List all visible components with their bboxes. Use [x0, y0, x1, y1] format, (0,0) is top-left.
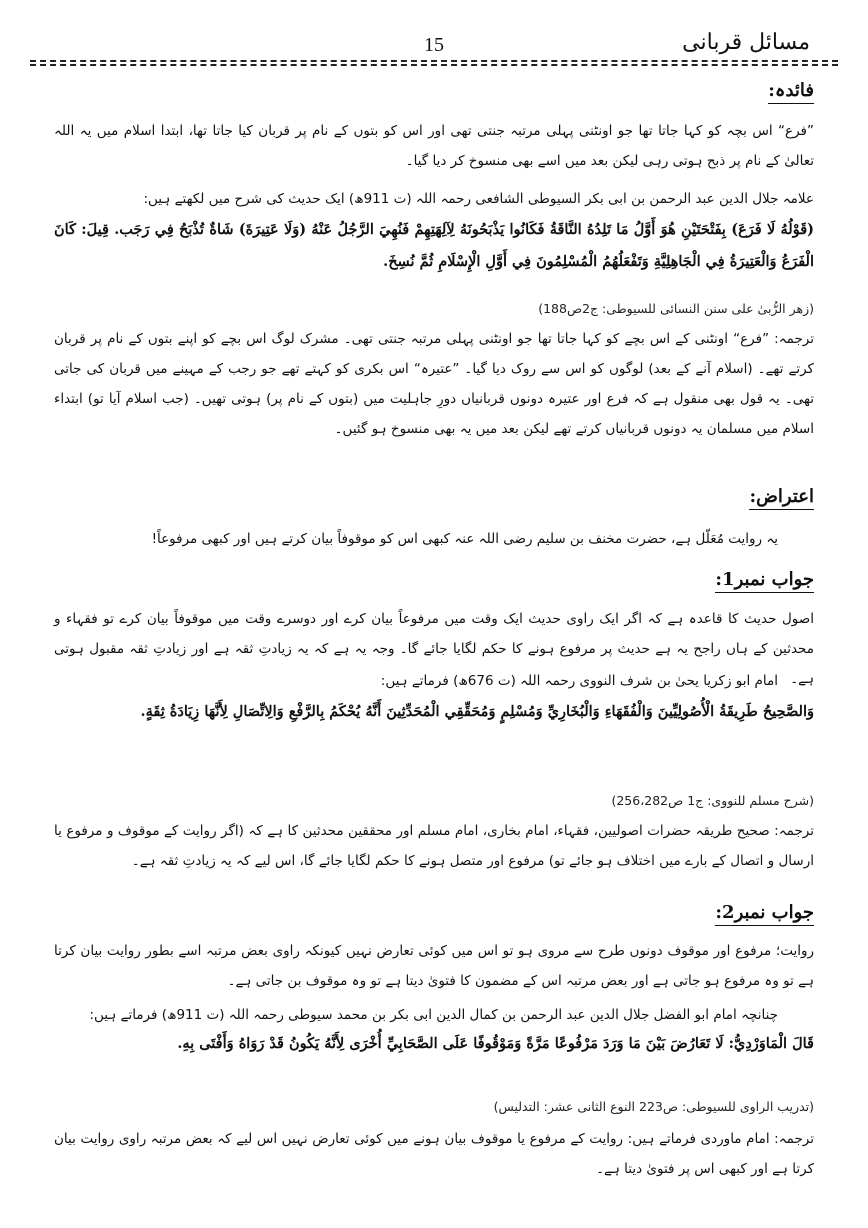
section-heading: جواب نمبر2: [54, 902, 814, 923]
book-title: مسائل قربانی [682, 30, 810, 55]
section-heading: اعتراض: [54, 486, 814, 507]
paragraph: ترجمہ: امام ماوردی فرماتے ہیں: روایت کے مرفوع یا موقوف بیان ہونے میں کوئی تعارض نہیں اس لیے کہ بعض مرتبہ راوی روایت بیان کرتا ہے اور کبھی اس پر فتویٰ دیتا ہے۔ [54, 1131, 814, 1177]
reference: (شرح مسلم للنووی: ج1 ص256،282) [611, 793, 814, 808]
section-heading: فائدہ: [54, 80, 814, 101]
paragraph: اصول حدیث کا قاعدہ ہے کہ اگر ایک راوی حدیث ایک وقت میں مرفوعاً بیان کرے اور دوسرے وقت میں موقوفاً بیان کرے تو فقہاء و محدثین کے ہاں راجح یہ ہے حدیث پر مرفوع ہونے کا حکم لگایا جائے گا۔ وجہ یہ ہے کہ یہ زیادتِ ثقہ ہے اور زیادتِ ثقہ مقبول ہوتی ہے۔ [54, 611, 814, 687]
header-divider [30, 60, 838, 62]
paragraph: روایت؛ مرفوع اور موقوف دونوں طرح سے مروی ہو تو اس میں کوئی تعارض نہیں کیونکہ راوی بعض مرتبہ اسے بطور روایت بیان کرتا ہے تو وہ مرفوع ہو جاتی ہے اور بعض مرتبہ اس کے مضمون کا فتویٰ دیتا ہے تو وہ موقوف بن جاتی ہے۔ [54, 943, 814, 989]
arabic-quote: وَالصَّحِيحُ طَرِيقَةُ الْأُصُولِيِّينَ وَالْفُقَهَاءِ وَالْبُخَارِيِّ وَمُسْلِمٍ وَمُحَقِّقِي الْمُحَدِّثِينَ أَنَّهُ يُحْكَمُ بِالرَّفْعِ وَالِاتِّصَالِ لِأَنَّهَا زِيَادَةُ ثِقَةٍ. [140, 703, 814, 720]
paragraph: چنانچہ امام ابو الفضل جلال الدین عبد الرحمن بن کمال الدین ابی بکر بن محمد سیوطی رحمہ اللہ (ت 911ھ) فرماتے ہیں: [89, 1007, 778, 1023]
paragraph: یہ روایت مُعَلّل ہے، حضرت مخنف بن سلیم رضی اللہ عنہ کبھی اس کو موقوفاً بیان کرتے ہیں اور کبھی مرفوعاً! [151, 531, 778, 547]
page-number: 15 [424, 34, 444, 56]
reference: (زھر الرُّبیٰ علی سنن النسائی للسیوطی: ج2ص188) [538, 301, 814, 316]
paragraph: امام ابو زکریا یحیٰ بن شرف النووی رحمہ اللہ (ت 676ھ) فرماتے ہیں: [380, 673, 778, 689]
page-body [54, 74, 814, 1228]
reference: (تدریب الراوی للسیوطی: ص223 النوع الثانی عشر: التدلیس) [493, 1099, 814, 1114]
arabic-quote: (قَوْلُهُ لَا فَرَعَ) بِفَتْحَتَيْنِ هُوَ أَوَّلُ مَا تَلِدُهُ النَّاقَةُ فَكَانُوا يَذْبَحُونَهُ لِآلِهَتِهِمْ فَنُهِيَ الرَّجُلُ عَنْهُ (وَلَا عَتِيرَةَ) شَاةٌ تُذْبَحُ فِي رَجَب. قِيلَ: كَانَ الْفَرَعُ وَالْعَتِيرَةُ فِي الْجَاهِلِيَّةِ وَتَفْعَلُهُمُ الْمُسْلِمُونَ فِي أَوَّلِ الْإِسْلَامِ ثُمَّ نُسِخَ. [54, 221, 814, 270]
paragraph: ترجمہ: صحیح طریقہ حضرات اصولیین، فقہاء، امام بخاری، امام مسلم اور محققین محدثین کا ہے کہ (اگر روایت کے موقوف و مرفوع یا ارسال و اتصال کے بارے میں اختلاف ہو جائے تو) مرفوع اور متصل ہونے کا حکم لگایا جائے گا، اس لیے کہ یہ زیادتِ ثقہ ہے۔ [54, 823, 814, 869]
paragraph: علامہ جلال الدین عبد الرحمن بن ابی بکر السیوطی الشافعی رحمہ اللہ (ت 911ھ) ایک حدیث کی شرح میں لکھتے ہیں: [143, 191, 814, 207]
header-divider-secondary [30, 64, 838, 66]
paragraph: ترجمہ: ”فرع“ اونٹنی کے اس بچے کو کہا جاتا تھا جو اونٹنی پہلی مرتبہ جنتی تھی۔ مشرک لوگ اس بچے کو اپنے بتوں کے نام پر قربان کرتے تھے۔ (اسلام آنے کے بعد) لوگوں کو اس سے روک دیا گیا۔ ”عتیرہ“ اس بکری کو کہتے تھے جو رجب کے مہینے میں قربان کی جاتی تھی۔ یہ قول بھی منقول ہے کہ فرع اور عتیرہ دونوں قربانیاں دورِ جاہلیت میں (بتوں کے نام پر) ہوتی تھیں۔ (جب اسلام آیا تو) ابتداء اسلام میں مسلمان یہ دونوں قربانیاں کرتے تھے لیکن بعد میں یہ بھی منسوخ ہو گئیں۔ [54, 331, 814, 437]
section-heading: جواب نمبر1: [54, 569, 814, 590]
arabic-quote: قَالَ الْمَاوَرْدِيُّ: لَا تَعَارُضَ بَيْنَ مَا وَرَدَ مَرْفُوعًا مَرَّةً وَمَوْقُوفًا عَلَى الصَّحَابِيِّ أُخْرَى لِأَنَّهُ يَكُونُ قَدْ رَوَاهُ وَأَفْتَى بِهِ. [177, 1035, 814, 1052]
paragraph: ”فرع“ اس بچہ کو کہا جاتا تھا جو اونٹنی پہلی مرتبہ جنتی تھی اور اس کو بتوں کے نام پر قربان کیا جاتا تھا، ابتدا اسلام میں یہ اللہ تعالیٰ کے نام پر ذبح ہوتی رہی لیکن بعد میں اسے بھی منسوخ کر دیا گیا۔ [54, 123, 814, 169]
